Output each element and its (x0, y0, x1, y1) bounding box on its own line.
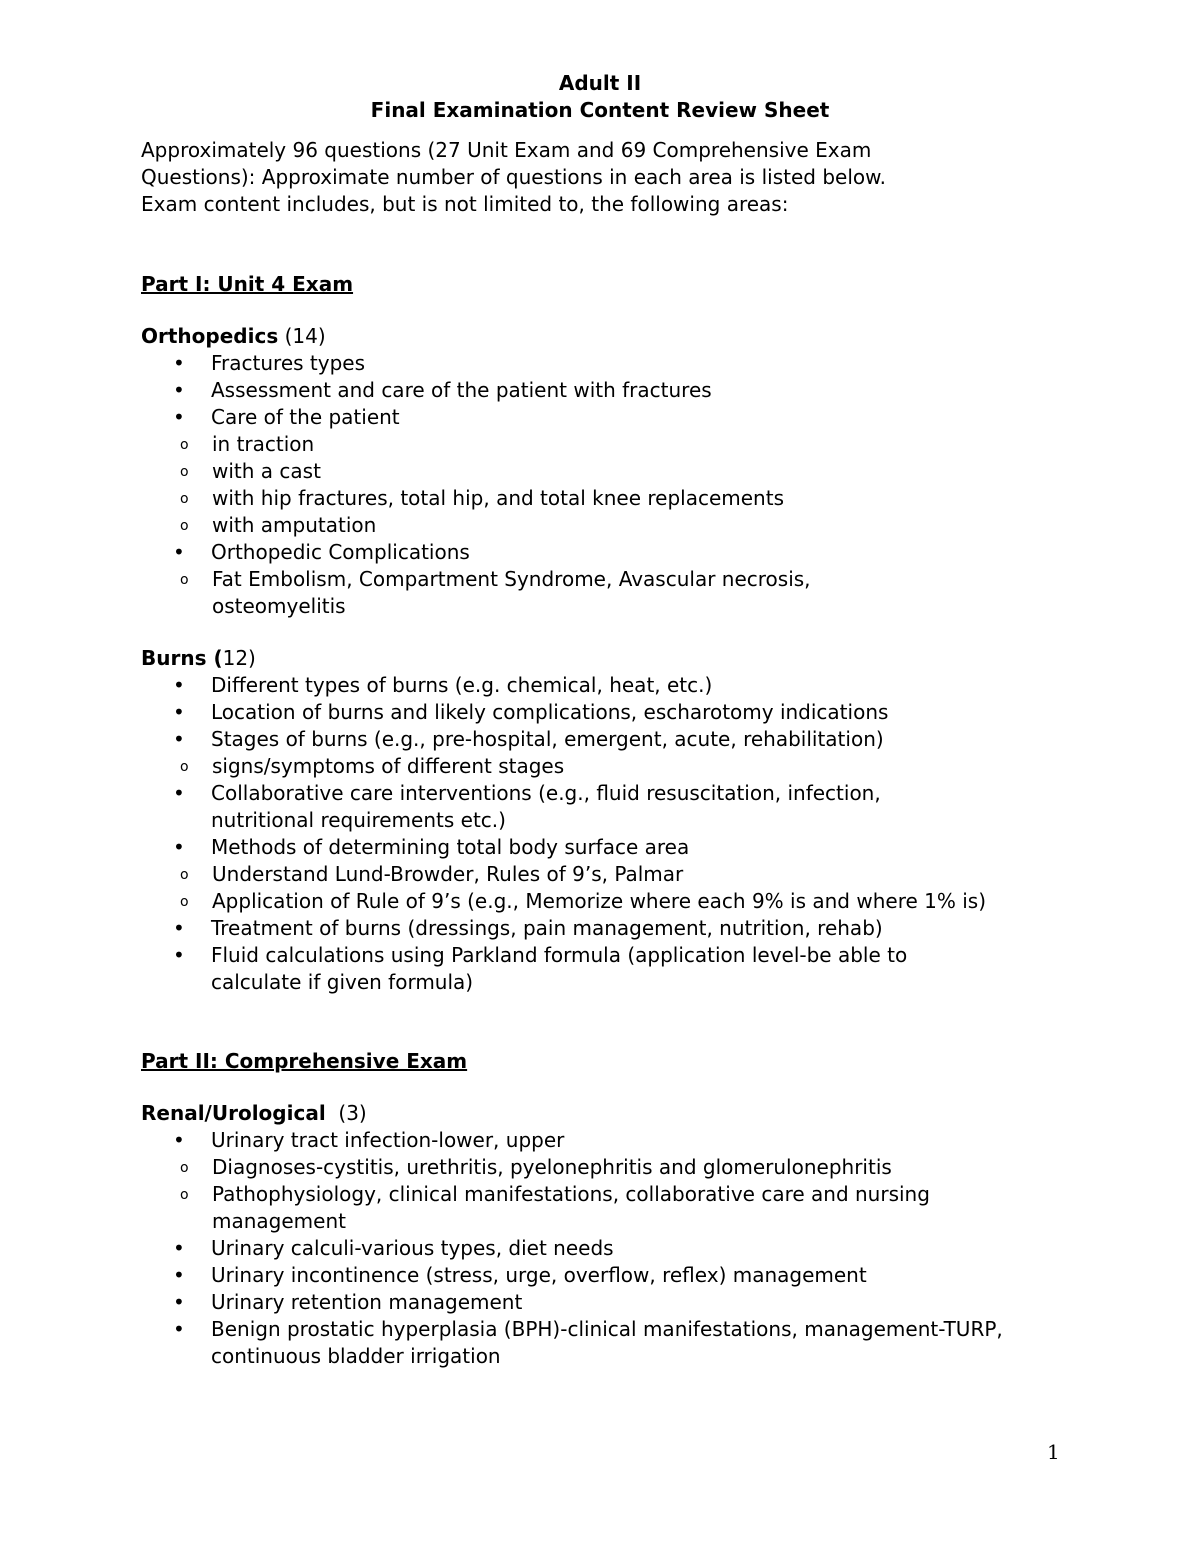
list-item-text: Care of the patient (211, 405, 400, 429)
sub-list-item (141, 458, 1061, 485)
sub-list-item (141, 888, 1061, 915)
complications-sublist (141, 566, 1061, 620)
bullet-icon: • (173, 781, 185, 805)
section-title-orthopedics (141, 323, 1061, 350)
list-item-text: Assessment and care of the patient with fractures (211, 378, 712, 402)
list-item (141, 1289, 1061, 1316)
section-name: Renal/Urological (141, 1101, 326, 1125)
renal-list (141, 1127, 1061, 1154)
list-item-text: Location of burns and likely complications, escharotomy indications (211, 700, 889, 724)
section-burns (141, 645, 1061, 996)
sub-list-item (141, 1181, 1061, 1235)
bullet-icon: • (173, 700, 185, 724)
bullet-icon: • (173, 405, 185, 429)
list-item-text: Collaborative care interventions (e.g., fluid resuscitation, infection, nutritional requirements etc.) (211, 781, 881, 832)
question-count: (3) (325, 1101, 367, 1125)
sub-list-item (141, 512, 1061, 539)
sub-list-item-text: Application of Rule of 9’s (e.g., Memorize where each 9% is and where 1% is) (212, 889, 987, 913)
bullet-icon: • (173, 1128, 185, 1152)
circle-bullet-icon: o (180, 759, 189, 775)
list-item (141, 672, 1061, 699)
burns-stages-sublist (141, 753, 1061, 780)
sub-list-item (141, 431, 1061, 458)
sub-list-item-text: with a cast (212, 459, 321, 483)
sub-list-item-text: Understand Lund-Browder, Rules of 9’s, Palmar (212, 862, 684, 886)
title-line-2: Final Examination Content Review Sheet (370, 98, 830, 122)
list-item (141, 699, 1061, 726)
section-title-renal (141, 1100, 1061, 1127)
list-item-text: Urinary calculi-various types, diet needs (211, 1236, 614, 1260)
sub-list-item-text: in traction (212, 432, 315, 456)
list-item (141, 915, 1061, 942)
list-item-text: Fractures types (211, 351, 366, 375)
sub-list-item-text: signs/symptoms of different stages (212, 754, 565, 778)
list-item (141, 1235, 1061, 1262)
burns-list-continued (141, 780, 1061, 861)
circle-bullet-icon: o (180, 437, 189, 453)
sub-list-item (141, 753, 1061, 780)
bullet-icon: • (173, 916, 185, 940)
circle-bullet-icon: o (180, 1160, 189, 1176)
orthopedics-list (141, 350, 1061, 431)
bullet-icon: • (173, 540, 185, 564)
circle-bullet-icon: o (180, 518, 189, 534)
list-item (141, 1262, 1061, 1289)
bullet-icon: • (173, 1236, 185, 1260)
question-count: (14) (278, 324, 326, 348)
page-number: 1 (1047, 1440, 1060, 1464)
bullet-icon: • (173, 1263, 185, 1287)
section-renal (141, 1100, 1061, 1370)
list-item-text: Urinary retention management (211, 1290, 523, 1314)
intro-line-1: Approximately 96 questions (27 Unit Exam and 69 Comprehensive Exam (141, 138, 872, 162)
intro-paragraph (141, 137, 1061, 218)
sub-list-item-text: Fat Embolism, Compartment Syndrome, Avascular necrosis, osteomyelitis (212, 567, 811, 618)
burns-list-end (141, 915, 1061, 996)
circle-bullet-icon: o (180, 464, 189, 480)
list-item (141, 726, 1061, 753)
sub-list-item-text: Diagnoses-cystitis, urethritis, pyelonephritis and glomerulonephritis (212, 1155, 892, 1179)
burns-list (141, 672, 1061, 753)
section-title-burns (141, 645, 1061, 672)
list-item (141, 377, 1061, 404)
part-2-heading: Part II: Comprehensive Exam (141, 1049, 468, 1073)
list-item-text: Urinary incontinence (stress, urge, overflow, reflex) management (211, 1263, 867, 1287)
list-item (141, 834, 1061, 861)
circle-bullet-icon: o (180, 867, 189, 883)
bullet-icon: • (173, 673, 185, 697)
renal-list-continued (141, 1235, 1061, 1370)
list-item (141, 539, 1061, 566)
bullet-icon: • (173, 351, 185, 375)
sub-list-item (141, 861, 1061, 888)
list-item-text: Different types of burns (e.g. chemical, heat, etc.) (211, 673, 713, 697)
document-title (0, 70, 1200, 124)
intro-line-3: Exam content includes, but is not limited to, the following areas: (141, 192, 789, 216)
section-orthopedics (141, 323, 1061, 620)
list-item (141, 1127, 1061, 1154)
sub-list-item-text: with amputation (212, 513, 377, 537)
list-item (141, 404, 1061, 431)
orthopedics-complications-list (141, 539, 1061, 566)
section-name: Orthopedics (141, 324, 279, 348)
sub-list-item-text: with hip fractures, total hip, and total knee replacements (212, 486, 784, 510)
bullet-icon: • (173, 378, 185, 402)
bullet-icon: • (173, 1290, 185, 1314)
circle-bullet-icon: o (180, 491, 189, 507)
list-item (141, 350, 1061, 377)
bullet-icon: • (173, 943, 185, 967)
circle-bullet-icon: o (180, 1187, 189, 1203)
document-content (141, 70, 1061, 1370)
question-count: 12) (222, 646, 256, 670)
sub-list-item (141, 566, 1061, 620)
sub-list-item (141, 485, 1061, 512)
list-item (141, 942, 1061, 996)
circle-bullet-icon: o (180, 572, 189, 588)
list-item-text: Fluid calculations using Parkland formula (application level-be able to calculate if given formula) (211, 943, 908, 994)
circle-bullet-icon: o (180, 894, 189, 910)
tbsa-sublist (141, 861, 1061, 915)
sub-list-item (141, 1154, 1061, 1181)
list-item-text: Treatment of burns (dressings, pain management, nutrition, rehab) (211, 916, 883, 940)
list-item-text: Methods of determining total body surface area (211, 835, 690, 859)
list-item-text: Stages of burns (e.g., pre-hospital, emergent, acute, rehabilitation) (211, 727, 884, 751)
uti-sublist (141, 1154, 1061, 1235)
list-item (141, 1316, 1061, 1370)
list-item-text: Orthopedic Complications (211, 540, 470, 564)
sub-list-item-text: Pathophysiology, clinical manifestations, collaborative care and nursing management (212, 1182, 930, 1233)
bullet-icon: • (173, 1317, 185, 1341)
part-1-heading: Part I: Unit 4 Exam (141, 272, 354, 296)
bullet-icon: • (173, 835, 185, 859)
list-item-text: Benign prostatic hyperplasia (BPH)-clinical manifestations, management-TURP, continuous bladder irrigation (211, 1317, 1003, 1368)
care-sublist (141, 431, 1061, 539)
title-line-1: Adult II (558, 71, 642, 95)
bullet-icon: • (173, 727, 185, 751)
list-item (141, 780, 1061, 834)
section-name: Burns ( (141, 646, 223, 670)
intro-line-2: Questions): Approximate number of questions in each area is listed below. (141, 165, 886, 189)
list-item-text: Urinary tract infection-lower, upper (211, 1128, 565, 1152)
